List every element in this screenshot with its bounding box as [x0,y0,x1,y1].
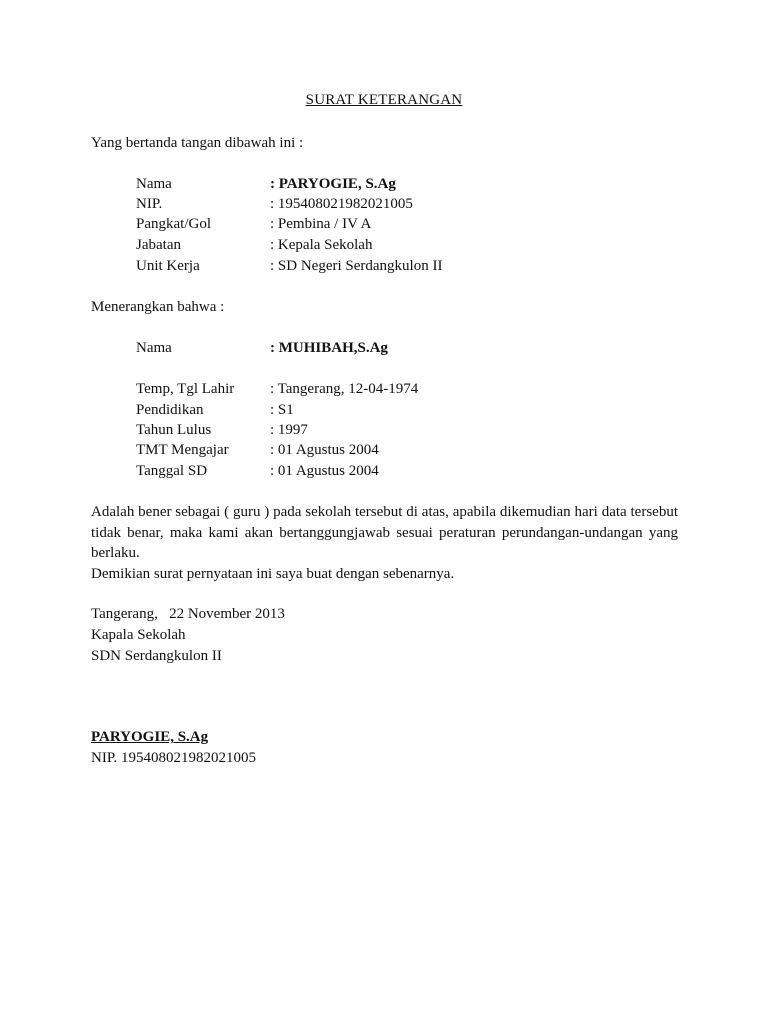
subject-label: Tanggal SD [136,463,208,479]
subject-value: : 01 Agustus 2004 [270,442,379,458]
signer-value: : SD Negeri Serdangkulon II [270,258,443,274]
signer-position: Kapala Sekolah [91,627,186,643]
signer-label: Jabatan [136,237,181,253]
signer-value: : Pembina / IV A [270,216,372,232]
signature-nip: NIP. 195408021982021005 [91,750,257,766]
subject-label: TMT Mengajar [136,442,229,458]
subject-label: Tahun Lulus [136,422,212,438]
subject-value: : MUHIBAH,S.Ag [270,340,388,356]
school-name: SDN Serdangkulon II [91,648,222,664]
closing-paragraph: Demikian surat pernyataan ini saya buat dengan sebenarnya. [91,565,455,582]
subject-value: : 1997 [270,422,308,438]
signer-label: NIP. [136,196,163,212]
signer-value: : Kepala Sekolah [270,237,373,253]
intro-text: Yang bertanda tangan dibawah ini : [91,135,304,151]
subject-value: : Tangerang, 12-04-1974 [270,381,419,397]
subject-label: Temp, Tgl Lahir [136,381,235,397]
signer-label: Pangkat/Gol [136,216,211,232]
signer-label: Nama [136,176,172,192]
subject-label: Pendidikan [136,402,204,418]
statement-paragraph: Adalah bener sebagai ( guru ) pada sekolah tersebut di atas, apabila dikemudian hari data tersebut tidak benar, maka kami akan bertanggungjawab sesuai peraturan perundangan-undangan yang berlaku. [91,504,678,561]
subject-value: : 01 Agustus 2004 [270,463,379,479]
document-title: SURAT KETERANGAN [305,92,463,108]
subject-value: : S1 [270,402,294,418]
signature-name: PARYOGIE, S.Ag [91,729,209,745]
subject-label: Nama [136,340,172,356]
signer-value: : PARYOGIE, S.Ag [270,176,396,192]
signer-label: Unit Kerja [136,258,200,274]
signer-value: : 195408021982021005 [270,196,413,212]
explain-intro: Menerangkan bahwa : [91,299,225,315]
statement-block [91,502,678,584]
place-date: Tangerang, 22 November 2013 [91,606,285,622]
